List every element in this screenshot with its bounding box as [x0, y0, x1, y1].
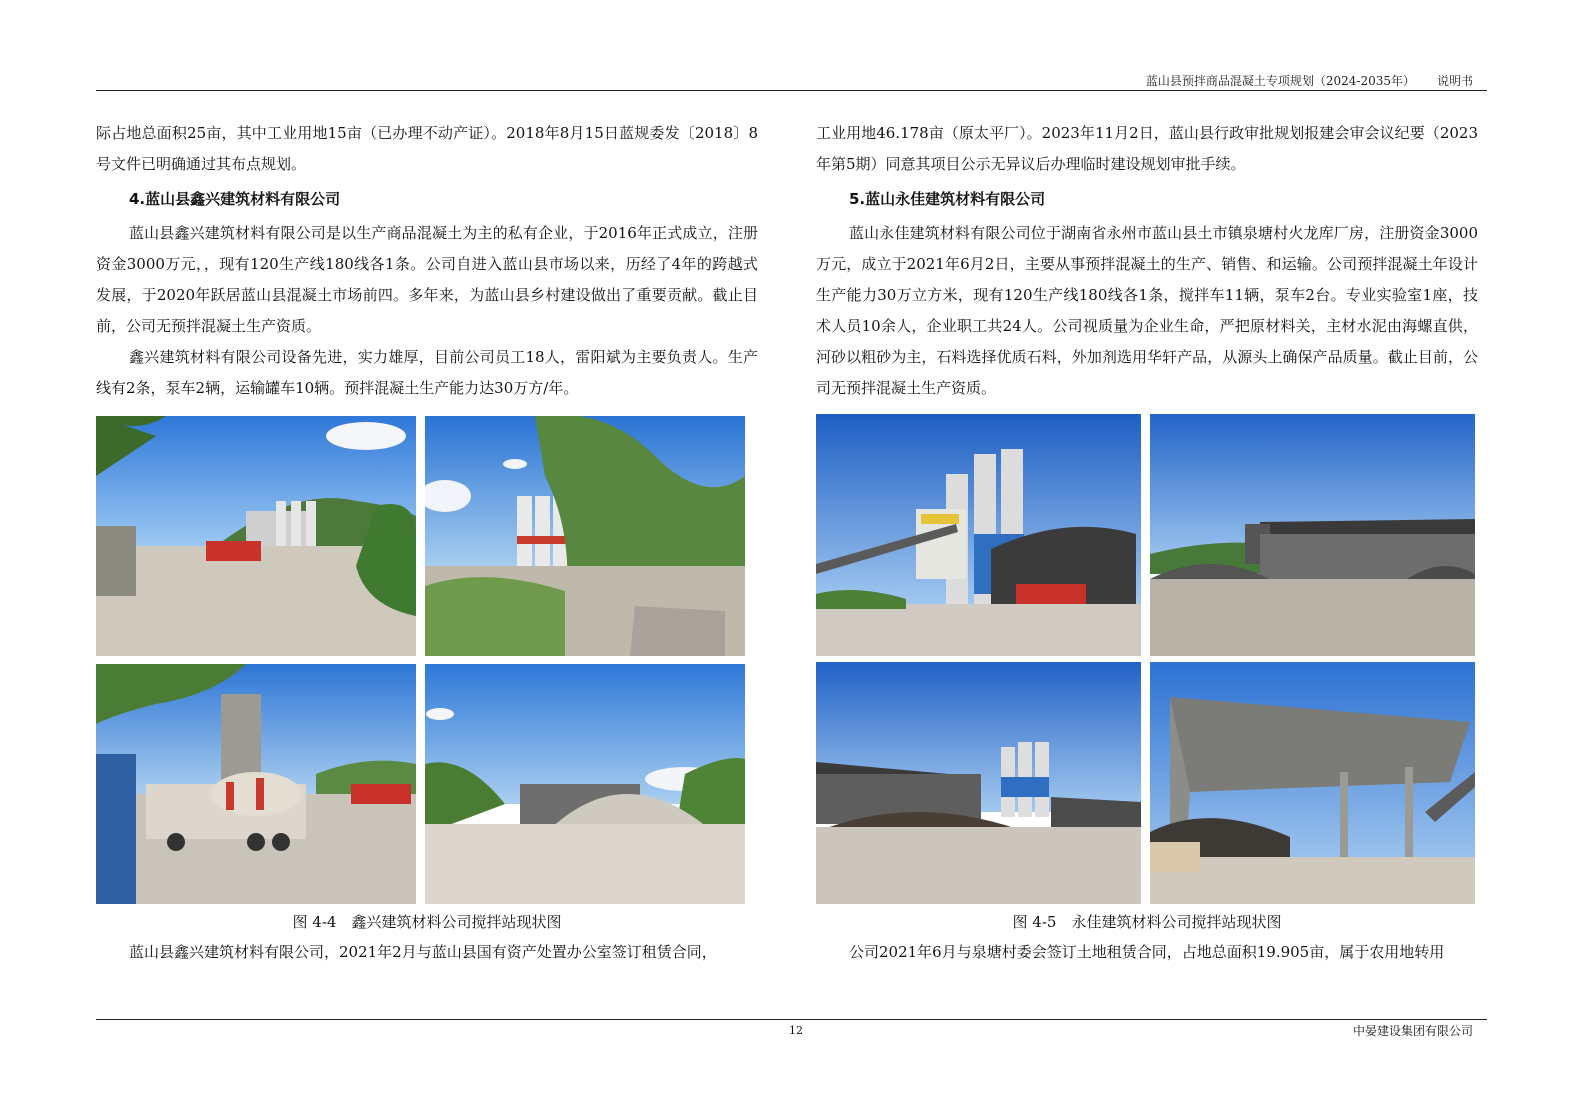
right-paragraph-2: 蓝山永佳建筑材料有限公司位于湖南省永州市蓝山县土市镇泉塘村火龙库厂房，注册资金3000万元，成立于2021年6月2日，主要从事预拌混凝土的生产、销售、和运输。公司预拌混凝土年设计生产能力30万立方米，现有120生产线180线各1条，搅拌车11辆，泵车2台。专业实验室1座，技术人员10余人，企业职工共24人。公司视质量为企业生命，严把原材料关，主材水泥由海螺直供，河砂以粗砂为主，石料选择优质石料，外加剂选用华轩产品，从源头上确保产品质量。截止目前，公司无预拌混凝土生产资质。 — [816, 224, 1478, 397]
left-paragraph-3: 鑫兴建筑材料有限公司设备先进，实力雄厚，目前公司员工18人，雷阳斌为主要负责人。生产线有2条，泵车2辆，运输罐车10辆。预拌混凝土生产能力达30万方/年。 — [96, 348, 758, 397]
running-header — [1124, 72, 1473, 89]
page-number: 12 — [789, 1024, 803, 1037]
photo-xinxing-2 — [425, 416, 745, 656]
left-section-heading: 4.蓝山县鑫兴建筑材料有限公司 — [129, 190, 341, 208]
header-rule — [96, 90, 1487, 91]
left-figure-caption: 图 4-4 鑫兴建筑材料公司搅拌站现状图 — [292, 913, 562, 931]
footer-rule — [96, 1019, 1487, 1020]
right-paragraph-4: 公司2021年6月与泉塘村委会签订土地租赁合同，占地总面积19.905亩，属于农用地转用 — [849, 943, 1445, 961]
right-figure-caption: 图 4-5 永佳建筑材料公司搅拌站现状图 — [1012, 913, 1282, 931]
photo-xinxing-4 — [425, 664, 745, 904]
photo-yongjia-2 — [1150, 414, 1475, 656]
header-title: 蓝山县预拌商品混凝土专项规划（2024-2035年） — [1145, 74, 1415, 88]
left-paragraph-1: 际占地总面积25亩，其中工业用地15亩（已办理不动产证）。2018年8月15日蓝规委发〔2018〕8号文件已明确通过其布点规划。 — [96, 124, 758, 173]
photo-xinxing-3 — [96, 664, 416, 904]
header-doc-type: 说明书 — [1436, 74, 1473, 88]
right-section-heading: 5.蓝山永佳建筑材料有限公司 — [849, 190, 1046, 208]
photo-yongjia-3 — [816, 662, 1141, 904]
right-column — [816, 118, 1478, 404]
left-paragraph-4: 蓝山县鑫兴建筑材料有限公司，2021年2月与蓝山县国有资产处置办公室签订租赁合同， — [129, 943, 717, 961]
left-paragraph-2: 蓝山县鑫兴建筑材料有限公司是以生产商品混凝土为主的私有企业，于2016年正式成立，注册资金3000万元，，现有120生产线180线各1条。公司自进入蓝山县市场以来，历经了4年的跨越式发展，于2020年跃居蓝山县混凝土市场前四。多年来，为蓝山县乡村建设做出了重要贡献。截止目前，公司无预拌混凝土生产资质。 — [96, 224, 758, 335]
photo-xinxing-1 — [96, 416, 416, 656]
right-paragraph-1: 工业用地46.178亩（原太平厂）。2023年11月2日，蓝山县行政审批规划报建会审会议纪要（2023年第5期）同意其项目公示无异议后办理临时建设规划审批手续。 — [816, 124, 1478, 173]
photo-yongjia-1 — [816, 414, 1141, 656]
left-column — [96, 118, 758, 404]
footer-company: 中晏建设集团有限公司 — [1352, 1024, 1473, 1038]
photo-yongjia-4 — [1150, 662, 1475, 904]
